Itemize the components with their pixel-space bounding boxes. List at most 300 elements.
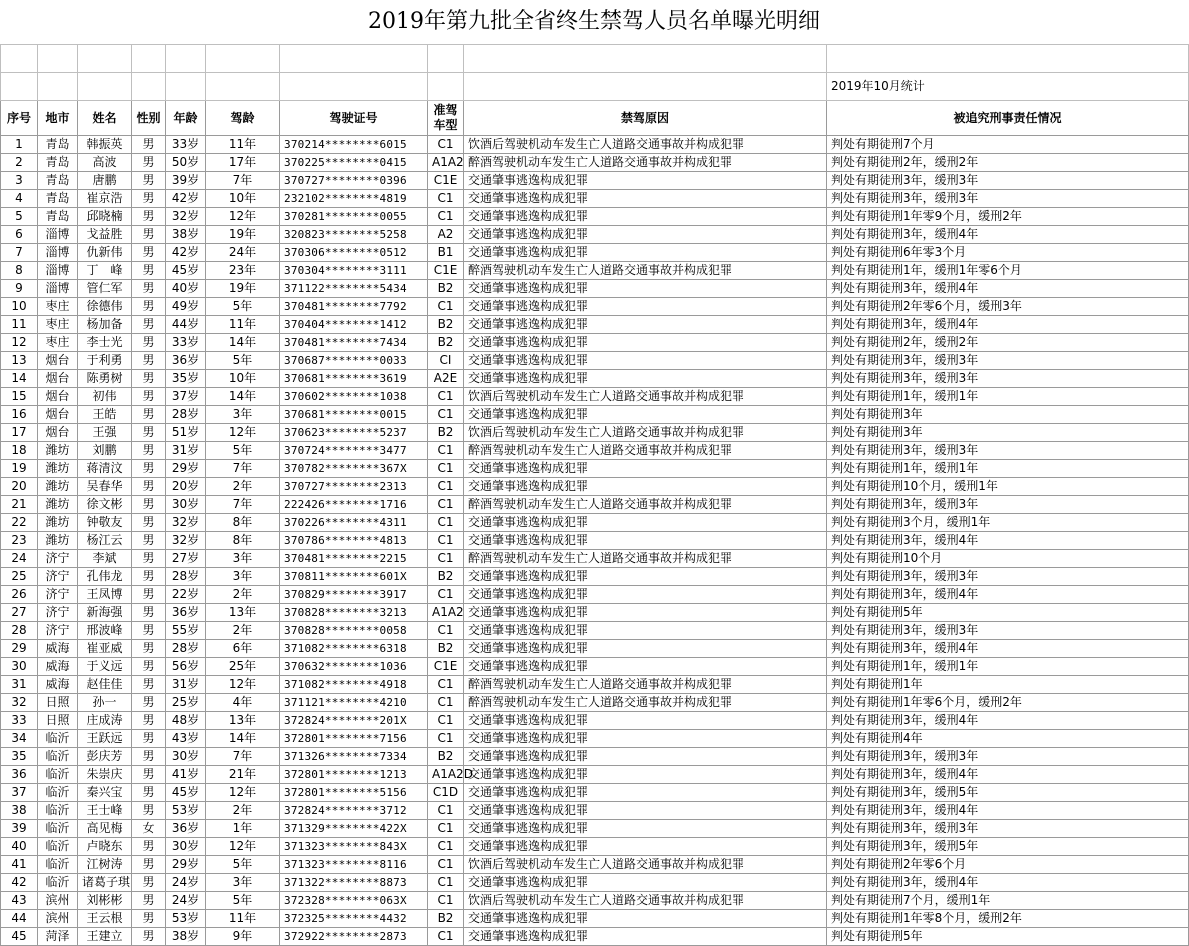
cell-city: 滨州 [38,892,78,910]
cell-index: 22 [1,514,38,532]
cell-city: 青岛 [38,208,78,226]
table-row [1,262,1189,280]
cell-license-class: B2 [428,748,464,766]
table-row [1,514,1189,532]
cell-license-class: C1D [428,784,464,802]
header-license-class: 准驾车型 [428,101,464,136]
cell-index: 25 [1,568,38,586]
cell-name: 王士峰 [78,802,132,820]
cell-license-class: C1 [428,496,464,514]
table-row [1,316,1189,334]
cell-license-class: C1 [428,550,464,568]
cell-city: 烟台 [38,406,78,424]
cell-ban-reason: 交通肇事逃逸构成犯罪 [464,766,827,784]
cell-criminal-liability: 判处有期徒刑3年，缓刑4年 [827,280,1189,298]
cell-criminal-liability: 判处有期徒刑3年，缓刑4年 [827,316,1189,334]
cell-city: 青岛 [38,154,78,172]
cell-ban-reason: 交通肇事逃逸构成犯罪 [464,334,827,352]
cell-license-class: C1 [428,838,464,856]
table-row [1,928,1189,946]
cell-name: 秦兴宝 [78,784,132,802]
page-title: 2019年第九批全省终生禁驾人员名单曝光明细 [368,9,820,34]
cell-gender: 男 [132,514,166,532]
cell-license-class: B2 [428,424,464,442]
cell-city: 青岛 [38,172,78,190]
cell-ban-reason: 交通肇事逃逸构成犯罪 [464,658,827,676]
cell-city: 淄博 [38,262,78,280]
cell-index: 11 [1,316,38,334]
cell-ban-reason: 交通肇事逃逸构成犯罪 [464,352,827,370]
cell-license-number: 371329********422X [280,820,428,838]
cell-name: 赵佳佳 [78,676,132,694]
cell-city: 潍坊 [38,460,78,478]
cell-criminal-liability: 判处有期徒刑5年 [827,604,1189,622]
cell-name: 孙一 [78,694,132,712]
cell-criminal-liability: 判处有期徒刑1年，缓刑1年零6个月 [827,262,1189,280]
cell-index: 2 [1,154,38,172]
cell-criminal-liability: 判处有期徒刑3年，缓刑4年 [827,802,1189,820]
cell-name: 于义远 [78,658,132,676]
cell-license-number: 370828********3213 [280,604,428,622]
cell-index: 9 [1,280,38,298]
cell-age: 27岁 [166,550,206,568]
cell-criminal-liability: 判处有期徒刑3年，缓刑5年 [827,784,1189,802]
cell-city: 威海 [38,640,78,658]
cell-city: 济宁 [38,586,78,604]
cell-city: 临沂 [38,838,78,856]
cell-age: 45岁 [166,262,206,280]
cell-gender: 男 [132,748,166,766]
cell-city: 淄博 [38,244,78,262]
cell-gender: 男 [132,244,166,262]
cell-name: 诸葛子琪 [78,874,132,892]
cell-criminal-liability: 判处有期徒刑3个月，缓刑1年 [827,514,1189,532]
cell-index: 32 [1,694,38,712]
cell-license-class: C1 [428,514,464,532]
cell-license-number: 370724********3477 [280,442,428,460]
cell-license-number: 370727********0396 [280,172,428,190]
cell-index: 30 [1,658,38,676]
cell-age: 36岁 [166,604,206,622]
cell-gender: 男 [132,892,166,910]
cell-name: 高见梅 [78,820,132,838]
cell-age: 31岁 [166,442,206,460]
cell-gender: 男 [132,262,166,280]
cell-license-number: 232102********4819 [280,190,428,208]
header-driving-years: 驾龄 [206,101,280,136]
table-row [1,442,1189,460]
cell-ban-reason: 饮酒后驾驶机动车发生亡人道路交通事故并构成犯罪 [464,388,827,406]
cell-driving-years: 5年 [206,298,280,316]
table-row [1,784,1189,802]
cell-gender: 男 [132,352,166,370]
header-criminal-liability: 被追究刑事责任情况 [827,101,1189,136]
cell-gender: 男 [132,280,166,298]
cell-license-number: 370226********4311 [280,514,428,532]
cell-ban-reason: 交通肇事逃逸构成犯罪 [464,784,827,802]
cell-gender: 男 [132,478,166,496]
cell-license-number: 372922********2873 [280,928,428,946]
cell-driving-years: 19年 [206,226,280,244]
cell-ban-reason: 交通肇事逃逸构成犯罪 [464,820,827,838]
cell-index: 7 [1,244,38,262]
cell-license-class: C1 [428,622,464,640]
table-row [1,640,1189,658]
cell-index: 43 [1,892,38,910]
cell-ban-reason: 交通肇事逃逸构成犯罪 [464,802,827,820]
header-license-number: 驾驶证号 [280,101,428,136]
cell-name: 唐鹏 [78,172,132,190]
cell-city: 威海 [38,676,78,694]
cell-license-number: 370681********0015 [280,406,428,424]
cell-index: 44 [1,910,38,928]
cell-license-class: A1A2 [428,604,464,622]
cell-city: 滨州 [38,910,78,928]
table-row [1,694,1189,712]
cell-driving-years: 2年 [206,586,280,604]
cell-age: 28岁 [166,568,206,586]
cell-index: 36 [1,766,38,784]
cell-age: 33岁 [166,136,206,154]
cell-name: 韩振英 [78,136,132,154]
cell-driving-years: 12年 [206,838,280,856]
cell-ban-reason: 交通肇事逃逸构成犯罪 [464,460,827,478]
cell-name: 徐德伟 [78,298,132,316]
cell-name: 王云根 [78,910,132,928]
cell-license-class: C1 [428,676,464,694]
cell-index: 20 [1,478,38,496]
cell-license-class: C1 [428,856,464,874]
cell-driving-years: 21年 [206,766,280,784]
table-row [1,406,1189,424]
header-age: 年龄 [166,101,206,136]
cell-gender: 男 [132,694,166,712]
cell-index: 8 [1,262,38,280]
cell-name: 江树涛 [78,856,132,874]
cell-gender: 男 [132,154,166,172]
cell-ban-reason: 交通肇事逃逸构成犯罪 [464,370,827,388]
cell-age: 49岁 [166,298,206,316]
cell-city: 淄博 [38,226,78,244]
cell-age: 56岁 [166,658,206,676]
cell-age: 53岁 [166,802,206,820]
cell-license-class: B2 [428,280,464,298]
cell-name: 王皓 [78,406,132,424]
cell-gender: 男 [132,460,166,478]
cell-ban-reason: 交通肇事逃逸构成犯罪 [464,928,827,946]
cell-name: 崔京浩 [78,190,132,208]
cell-city: 济宁 [38,622,78,640]
cell-index: 17 [1,424,38,442]
cell-name: 杨加备 [78,316,132,334]
cell-age: 40岁 [166,280,206,298]
cell-name: 王建立 [78,928,132,946]
table-row [1,658,1189,676]
cell-gender: 男 [132,298,166,316]
cell-index: 38 [1,802,38,820]
cell-driving-years: 2年 [206,622,280,640]
cell-license-number: 372325********4432 [280,910,428,928]
cell-driving-years: 5年 [206,352,280,370]
cell-ban-reason: 交通肇事逃逸构成犯罪 [464,514,827,532]
cell-name: 邢波峰 [78,622,132,640]
cell-ban-reason: 交通肇事逃逸构成犯罪 [464,712,827,730]
table-row [1,496,1189,514]
cell-driving-years: 14年 [206,388,280,406]
cell-driving-years: 12年 [206,424,280,442]
table-row [1,370,1189,388]
cell-ban-reason: 醉酒驾驶机动车发生亡人道路交通事故并构成犯罪 [464,676,827,694]
cell-gender: 男 [132,712,166,730]
cell-gender: 男 [132,766,166,784]
cell-age: 33岁 [166,334,206,352]
cell-driving-years: 10年 [206,190,280,208]
cell-name: 新海强 [78,604,132,622]
cell-gender: 男 [132,550,166,568]
cell-ban-reason: 醉酒驾驶机动车发生亡人道路交通事故并构成犯罪 [464,694,827,712]
table-row [1,748,1189,766]
cell-driving-years: 5年 [206,892,280,910]
cell-city: 烟台 [38,424,78,442]
cell-gender: 男 [132,334,166,352]
cell-license-number: 371082********6318 [280,640,428,658]
cell-driving-years: 12年 [206,208,280,226]
header-ban-reason: 禁驾原因 [464,101,827,136]
cell-criminal-liability: 判处有期徒刑1年零8个月，缓刑2年 [827,910,1189,928]
cell-city: 临沂 [38,748,78,766]
cell-license-number: 370225********0415 [280,154,428,172]
cell-ban-reason: 交通肇事逃逸构成犯罪 [464,406,827,424]
cell-license-number: 370281********0055 [280,208,428,226]
cell-city: 菏泽 [38,928,78,946]
cell-criminal-liability: 判处有期徒刑6年零3个月 [827,244,1189,262]
cell-ban-reason: 交通肇事逃逸构成犯罪 [464,604,827,622]
cell-ban-reason: 交通肇事逃逸构成犯罪 [464,838,827,856]
cell-driving-years: 4年 [206,694,280,712]
cell-city: 青岛 [38,136,78,154]
cell-license-number: 371323********843X [280,838,428,856]
cell-age: 45岁 [166,784,206,802]
cell-license-class: B2 [428,316,464,334]
cell-age: 30岁 [166,496,206,514]
cell-city: 临沂 [38,874,78,892]
cell-city: 临沂 [38,856,78,874]
cell-index: 24 [1,550,38,568]
cell-driving-years: 12年 [206,784,280,802]
cell-index: 1 [1,136,38,154]
cell-driving-years: 11年 [206,316,280,334]
cell-name: 仇新伟 [78,244,132,262]
cell-license-number: 370681********3619 [280,370,428,388]
cell-index: 15 [1,388,38,406]
table-row [1,568,1189,586]
cell-ban-reason: 交通肇事逃逸构成犯罪 [464,586,827,604]
cell-age: 35岁 [166,370,206,388]
cell-age: 36岁 [166,820,206,838]
cell-license-class: C1 [428,586,464,604]
cell-name: 于利勇 [78,352,132,370]
cell-driving-years: 19年 [206,280,280,298]
cell-license-class: C1 [428,802,464,820]
cell-driving-years: 24年 [206,244,280,262]
cell-city: 潍坊 [38,532,78,550]
table-row [1,910,1189,928]
cell-city: 日照 [38,694,78,712]
banned-drivers-table [0,44,1189,946]
cell-ban-reason: 交通肇事逃逸构成犯罪 [464,280,827,298]
cell-age: 44岁 [166,316,206,334]
cell-index: 42 [1,874,38,892]
cell-license-class: C1E [428,658,464,676]
cell-age: 36岁 [166,352,206,370]
cell-criminal-liability: 判处有期徒刑3年，缓刑3年 [827,172,1189,190]
table-row [1,424,1189,442]
cell-driving-years: 3年 [206,406,280,424]
cell-driving-years: 7年 [206,172,280,190]
cell-criminal-liability: 判处有期徒刑3年，缓刑4年 [827,532,1189,550]
cell-city: 枣庄 [38,316,78,334]
cell-gender: 男 [132,226,166,244]
cell-driving-years: 6年 [206,640,280,658]
cell-name: 李士光 [78,334,132,352]
table-row [1,730,1189,748]
table-row [1,712,1189,730]
cell-index: 29 [1,640,38,658]
cell-age: 24岁 [166,874,206,892]
cell-driving-years: 17年 [206,154,280,172]
cell-license-class: C1 [428,406,464,424]
cell-gender: 男 [132,874,166,892]
cell-driving-years: 11年 [206,910,280,928]
cell-license-class: A2E [428,370,464,388]
cell-license-class: C1 [428,442,464,460]
cell-driving-years: 5年 [206,442,280,460]
cell-criminal-liability: 判处有期徒刑3年 [827,406,1189,424]
cell-criminal-liability: 判处有期徒刑3年，缓刑3年 [827,820,1189,838]
cell-ban-reason: 醉酒驾驶机动车发生亡人道路交通事故并构成犯罪 [464,154,827,172]
cell-index: 4 [1,190,38,208]
table-row [1,334,1189,352]
cell-name: 孔伟龙 [78,568,132,586]
cell-gender: 男 [132,604,166,622]
cell-name: 钟敬友 [78,514,132,532]
cell-index: 33 [1,712,38,730]
cell-license-number: 372801********1213 [280,766,428,784]
cell-driving-years: 3年 [206,874,280,892]
cell-criminal-liability: 判处有期徒刑3年，缓刑5年 [827,838,1189,856]
cell-city: 潍坊 [38,496,78,514]
cell-ban-reason: 交通肇事逃逸构成犯罪 [464,190,827,208]
cell-driving-years: 9年 [206,928,280,946]
cell-index: 26 [1,586,38,604]
table-row [1,352,1189,370]
cell-criminal-liability: 判处有期徒刑10个月，缓刑1年 [827,478,1189,496]
cell-license-class: C1 [428,532,464,550]
cell-city: 青岛 [38,190,78,208]
cell-gender: 男 [132,532,166,550]
cell-age: 32岁 [166,514,206,532]
cell-index: 34 [1,730,38,748]
cell-name: 刘彬彬 [78,892,132,910]
cell-name: 杨江云 [78,532,132,550]
cell-license-class: C1 [428,460,464,478]
cell-license-number: 370727********2313 [280,478,428,496]
cell-gender: 男 [132,370,166,388]
table-row [1,802,1189,820]
cell-criminal-liability: 判处有期徒刑3年，缓刑3年 [827,496,1189,514]
cell-license-number: 370782********367X [280,460,428,478]
cell-license-class: C1 [428,694,464,712]
cell-ban-reason: 交通肇事逃逸构成犯罪 [464,226,827,244]
cell-ban-reason: 交通肇事逃逸构成犯罪 [464,568,827,586]
table-row [1,892,1189,910]
blank-row [1,45,1189,73]
table-row [1,136,1189,154]
cell-license-number: 370811********601X [280,568,428,586]
cell-license-class: C1 [428,712,464,730]
cell-license-number: 370481********7792 [280,298,428,316]
cell-driving-years: 8年 [206,514,280,532]
cell-index: 16 [1,406,38,424]
cell-license-number: 370828********0058 [280,622,428,640]
cell-criminal-liability: 判处有期徒刑3年，缓刑3年 [827,352,1189,370]
cell-ban-reason: 交通肇事逃逸构成犯罪 [464,640,827,658]
cell-criminal-liability: 判处有期徒刑3年，缓刑4年 [827,766,1189,784]
cell-license-number: 370632********1036 [280,658,428,676]
cell-index: 41 [1,856,38,874]
cell-age: 20岁 [166,478,206,496]
cell-driving-years: 3年 [206,550,280,568]
cell-city: 临沂 [38,802,78,820]
table-row [1,388,1189,406]
table-row [1,604,1189,622]
cell-city: 枣庄 [38,334,78,352]
cell-driving-years: 11年 [206,136,280,154]
cell-index: 35 [1,748,38,766]
cell-index: 18 [1,442,38,460]
cell-criminal-liability: 判处有期徒刑3年，缓刑3年 [827,370,1189,388]
cell-name: 蒋清汶 [78,460,132,478]
cell-criminal-liability: 判处有期徒刑1年零9个月，缓刑2年 [827,208,1189,226]
cell-gender: 男 [132,190,166,208]
table-row [1,280,1189,298]
cell-age: 28岁 [166,406,206,424]
cell-license-number: 370602********1038 [280,388,428,406]
cell-license-class: B2 [428,334,464,352]
cell-license-class: C1 [428,388,464,406]
cell-driving-years: 8年 [206,532,280,550]
cell-license-class: CI [428,352,464,370]
cell-index: 39 [1,820,38,838]
table-row [1,586,1189,604]
cell-gender: 男 [132,208,166,226]
cell-ban-reason: 交通肇事逃逸构成犯罪 [464,298,827,316]
header-name: 姓名 [78,101,132,136]
cell-gender: 男 [132,928,166,946]
cell-license-number: 370623********5237 [280,424,428,442]
header-gender: 性别 [132,101,166,136]
cell-gender: 男 [132,388,166,406]
cell-license-number: 372801********5156 [280,784,428,802]
cell-criminal-liability: 判处有期徒刑3年，缓刑3年 [827,748,1189,766]
table-row [1,478,1189,496]
cell-driving-years: 2年 [206,802,280,820]
cell-license-number: 370306********0512 [280,244,428,262]
cell-ban-reason: 交通肇事逃逸构成犯罪 [464,172,827,190]
cell-driving-years: 7年 [206,460,280,478]
cell-index: 5 [1,208,38,226]
cell-license-class: C1 [428,298,464,316]
